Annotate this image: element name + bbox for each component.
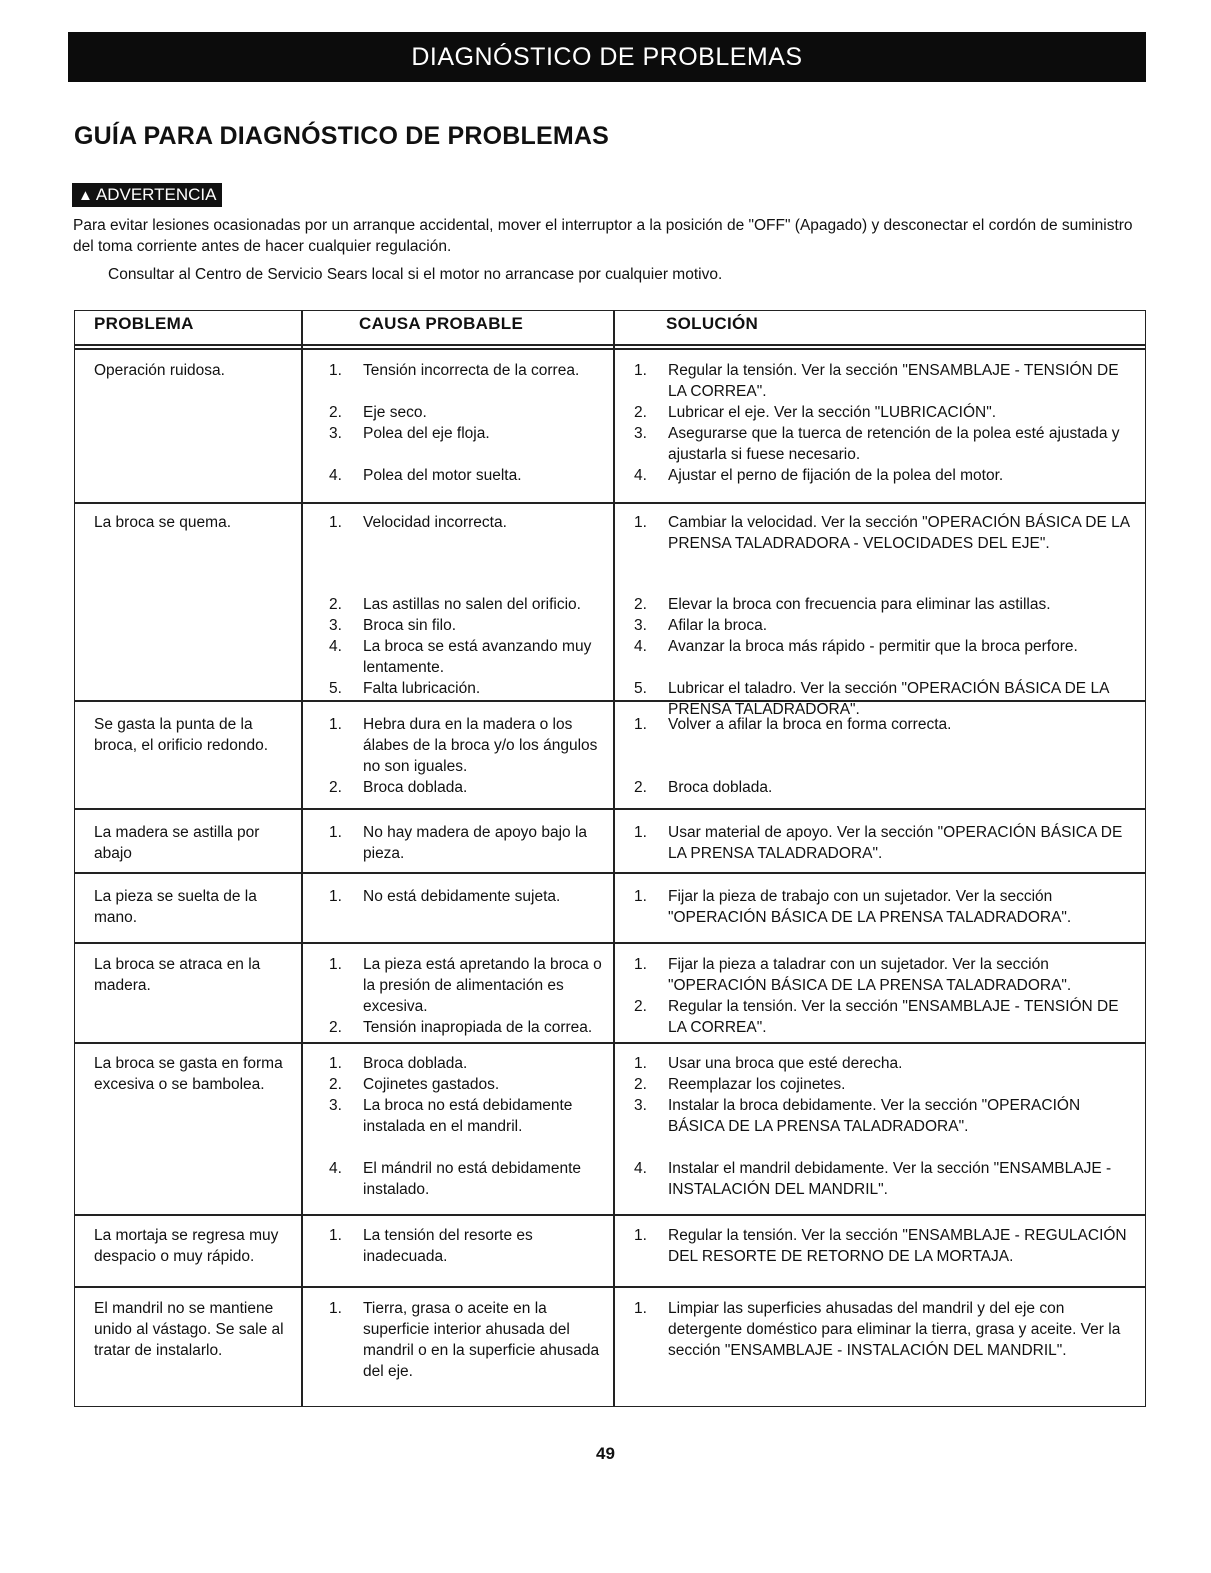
cause-text: Polea del eje floja. [363, 425, 490, 442]
solution-number: 2. [634, 1076, 647, 1093]
row-divider [75, 1214, 1145, 1216]
header-problem: PROBLEMA [94, 314, 194, 333]
solution-text: Regular la tensión. Ver la sección "ENSAMBLAJE - TENSIÓN DE LA CORREA". [668, 362, 1119, 400]
cause-item [325, 1053, 615, 1074]
warning-badge-label: ADVERTENCIA [95, 185, 217, 204]
cause-number: 4. [329, 638, 342, 655]
solution-item [630, 1225, 1135, 1267]
warning-text: Para evitar lesiones ocasionadas por un arranque accidental, mover el interruptor a la posición de "OFF" (Apagado) y desconectar el cordón de suministro del toma corriente antes de hacer cualquier regulación. [73, 217, 1133, 255]
guide-title: GUÍA PARA DIAGNÓSTICO DE PROBLEMAS [74, 122, 610, 150]
table-row [75, 352, 1145, 502]
solution-item [630, 636, 1135, 657]
solution-text: Elevar la broca con frecuencia para eliminar las astillas. [668, 596, 1051, 613]
cause-text: La pieza está apretando la broca o la presión de alimentación es excesiva. [363, 956, 602, 1015]
cause-item [325, 402, 615, 423]
cause-number: 1. [329, 824, 342, 841]
solution-number: 2. [634, 998, 647, 1015]
cause-item [325, 360, 615, 381]
troubleshooting-table [74, 310, 1146, 1407]
cause-text: La broca no está debidamente instalada en el mandril. [363, 1097, 573, 1135]
table-row [75, 872, 1145, 942]
solution-item [630, 822, 1135, 864]
solution-text: Broca doblada. [668, 779, 773, 796]
table-row [75, 1042, 1145, 1214]
cause-number: 1. [329, 1055, 342, 1072]
solution-text: Ajustar el perno de fijación de la polea del motor. [668, 467, 1004, 484]
solution-item [630, 360, 1135, 402]
solution-text: Volver a afilar la broca en forma correcta. [668, 716, 952, 733]
solution-text: Fijar la pieza de trabajo con un sujetador. Ver la sección "OPERACIÓN BÁSICA DE LA PRENSA TALADRADORA". [668, 888, 1072, 926]
solution-item [630, 714, 1135, 735]
cause-number: 1. [329, 1227, 342, 1244]
cause-number: 1. [329, 716, 342, 733]
solution-text: Usar material de apoyo. Ver la sección "OPERACIÓN BÁSICA DE LA PRENSA TALADRADORA". [668, 824, 1123, 862]
page-number: 49 [596, 1444, 615, 1463]
solution-text: Regular la tensión. Ver la sección "ENSAMBLAJE - REGULACIÓN DEL RESORTE DE RETORNO DE LA MORTAJA. [668, 1227, 1127, 1265]
cause-item [325, 1298, 615, 1382]
solution-item [630, 1158, 1135, 1200]
cause-number: 1. [329, 956, 342, 973]
solution-text: Fijar la pieza a taladrar con un sujetador. Ver la sección "OPERACIÓN BÁSICA DE LA PRENSA TALADRADORA". [668, 956, 1072, 994]
cause-text: Eje seco. [363, 404, 427, 421]
solution-number: 1. [634, 1227, 647, 1244]
cause-text: El mándril no está debidamente instalado. [363, 1160, 581, 1198]
section-banner [68, 32, 1146, 82]
cause-text: La broca se está avanzando muy lentamente. [363, 638, 592, 676]
cause-text: Cojinetes gastados. [363, 1076, 500, 1093]
solution-number: 3. [634, 425, 647, 442]
solution-text: Avanzar la broca más rápido - permitir que la broca perfore. [668, 638, 1078, 655]
cause-item [325, 636, 615, 678]
row-divider [75, 700, 1145, 702]
table-row [75, 700, 1145, 808]
banner-title: DIAGNÓSTICO DE PROBLEMAS [411, 43, 803, 71]
header-cause: CAUSA PROBABLE [359, 314, 524, 333]
solution-number: 4. [634, 467, 647, 484]
cause-item [325, 678, 615, 699]
solution-item [630, 615, 1135, 636]
solution-text: Reemplazar los cojinetes. [668, 1076, 846, 1093]
problem-cell: La broca se gasta en forma excesiva o se bambolea. [94, 1055, 283, 1093]
problem-cell: La broca se atraca en la madera. [94, 956, 261, 994]
cause-text: Broca doblada. [363, 779, 468, 796]
cause-item [325, 1095, 615, 1137]
cause-text: No está debidamente sujeta. [363, 888, 561, 905]
solution-number: 3. [634, 617, 647, 634]
solution-text: Lubricar el eje. Ver la sección "LUBRICACIÓN". [668, 404, 997, 421]
header-divider [75, 348, 1145, 350]
solution-text: Usar una broca que esté derecha. [668, 1055, 903, 1072]
solution-number: 1. [634, 1300, 647, 1317]
row-divider [75, 502, 1145, 504]
cause-text: Tensión incorrecta de la correa. [363, 362, 580, 379]
cause-number: 3. [329, 425, 342, 442]
problem-cell: La madera se astilla por abajo [94, 824, 260, 862]
solution-number: 2. [634, 404, 647, 421]
solution-item [630, 996, 1135, 1038]
header-divider [75, 344, 1145, 346]
solution-item [630, 402, 1135, 423]
solution-number: 1. [634, 956, 647, 973]
cause-number: 1. [329, 1300, 342, 1317]
cause-number: 4. [329, 467, 342, 484]
solution-text: Afilar la broca. [668, 617, 768, 634]
warning-badge [72, 183, 222, 207]
cause-item [325, 886, 615, 907]
solution-item [630, 886, 1135, 928]
solution-number: 5. [634, 680, 647, 697]
solution-number: 2. [634, 596, 647, 613]
cause-text: No hay madera de apoyo bajo la pieza. [363, 824, 588, 862]
problem-cell: Se gasta la punta de la broca, el orificio redondo. [94, 716, 269, 754]
solution-text: Instalar la broca debidamente. Ver la sección "OPERACIÓN BÁSICA DE LA PRENSA TALADRADORA". [668, 1097, 1081, 1135]
solution-item [630, 954, 1135, 996]
solution-number: 1. [634, 362, 647, 379]
cause-item [325, 465, 615, 486]
solution-text: Instalar el mandril debidamente. Ver la sección "ENSAMBLAJE - INSTALACIÓN DEL MANDRIL". [668, 1160, 1112, 1198]
problem-cell: La broca se quema. [94, 514, 232, 531]
cause-text: Tensión inapropiada de la correa. [363, 1019, 593, 1036]
table-row [75, 1286, 1145, 1408]
row-divider [75, 1286, 1145, 1288]
cause-text: Velocidad incorrecta. [363, 514, 507, 531]
cause-item [325, 1158, 615, 1200]
cause-item [325, 423, 615, 444]
table-row [75, 942, 1145, 1042]
cause-number: 2. [329, 1019, 342, 1036]
solution-item [630, 423, 1135, 465]
cause-number: 5. [329, 680, 342, 697]
cause-text: La tensión del resorte es inadecuada. [363, 1227, 533, 1265]
cause-number: 3. [329, 1097, 342, 1114]
row-divider [75, 872, 1145, 874]
solution-number: 1. [634, 716, 647, 733]
solution-text: Asegurarse que la tuerca de retención de la polea esté ajustada y ajustarla si fuese necesario. [668, 425, 1120, 463]
cause-number: 4. [329, 1160, 342, 1177]
solution-item [630, 512, 1135, 554]
cause-number: 2. [329, 596, 342, 613]
solution-item [630, 1095, 1135, 1137]
solution-number: 1. [634, 514, 647, 531]
solution-item [630, 1053, 1135, 1074]
table-row [75, 808, 1145, 872]
row-divider [75, 1042, 1145, 1044]
solution-item [630, 1298, 1135, 1361]
solution-number: 1. [634, 888, 647, 905]
solution-number: 2. [634, 779, 647, 796]
warning-text-service: Consultar al Centro de Servicio Sears local si el motor no arrancase por cualquier motivo. [108, 266, 723, 283]
cause-item [325, 594, 615, 615]
cause-item [325, 777, 615, 798]
problem-cell: La pieza se suelta de la mano. [94, 888, 257, 926]
solution-number: 4. [634, 1160, 647, 1177]
cause-number: 2. [329, 779, 342, 796]
cause-number: 1. [329, 888, 342, 905]
table-row [75, 1214, 1145, 1286]
cause-number: 2. [329, 1076, 342, 1093]
cause-item [325, 1225, 615, 1267]
cause-text: Tierra, grasa o aceite en la superficie interior ahusada del mandril o en la superficie ahusada del eje. [363, 1300, 600, 1380]
problem-cell: Operación ruidosa. [94, 362, 225, 379]
solution-text: Cambiar la velocidad. Ver la sección "OPERACIÓN BÁSICA DE LA PRENSA TALADRADORA - VELOCIDADES DEL EJE". [668, 514, 1130, 552]
solution-text: Limpiar las superficies ahusadas del mandril y del eje con detergente doméstico para eliminar la tierra, grasa y aceite. Ver la sección "ENSAMBLAJE - INSTALACIÓN DEL MANDRIL". [668, 1300, 1121, 1359]
solution-item [630, 594, 1135, 615]
cause-text: Falta lubricación. [363, 680, 481, 697]
row-divider [75, 808, 1145, 810]
header-solution: SOLUCIÓN [666, 314, 759, 333]
cause-number: 1. [329, 362, 342, 379]
problem-cell: El mandril no se mantiene unido al vástago. Se sale al tratar de instalarlo. [94, 1300, 284, 1359]
cause-item [325, 714, 615, 777]
row-divider [75, 942, 1145, 944]
solution-item [630, 777, 1135, 798]
solution-text: Regular la tensión. Ver la sección "ENSAMBLAJE - TENSIÓN DE LA CORREA". [668, 998, 1119, 1036]
cause-number: 1. [329, 514, 342, 531]
solution-number: 1. [634, 1055, 647, 1072]
warning-triangle-icon: ▲ [78, 187, 93, 204]
cause-number: 2. [329, 404, 342, 421]
cause-item [325, 1017, 615, 1038]
cause-text: Broca sin filo. [363, 617, 457, 634]
solution-item [630, 1074, 1135, 1095]
solution-text: Lubricar el taladro. Ver la sección "OPERACIÓN BÁSICA DE LA PRENSA TALADRADORA". [668, 680, 1109, 718]
cause-text: Broca doblada. [363, 1055, 468, 1072]
problem-cell: La mortaja se regresa muy despacio o muy rápido. [94, 1227, 279, 1265]
cause-item [325, 1074, 615, 1095]
cause-text: Hebra dura en la madera o los álabes de la broca y/o los ángulos no son iguales. [363, 716, 598, 775]
solution-number: 4. [634, 638, 647, 655]
solution-number: 3. [634, 1097, 647, 1114]
solution-item [630, 465, 1135, 486]
cause-item [325, 512, 615, 533]
cause-item [325, 954, 615, 1017]
solution-number: 1. [634, 824, 647, 841]
cause-text: Las astillas no salen del orificio. [363, 596, 581, 613]
cause-number: 3. [329, 617, 342, 634]
table-row [75, 502, 1145, 718]
cause-text: Polea del motor suelta. [363, 467, 522, 484]
cause-item [325, 822, 615, 864]
cause-item [325, 615, 615, 636]
